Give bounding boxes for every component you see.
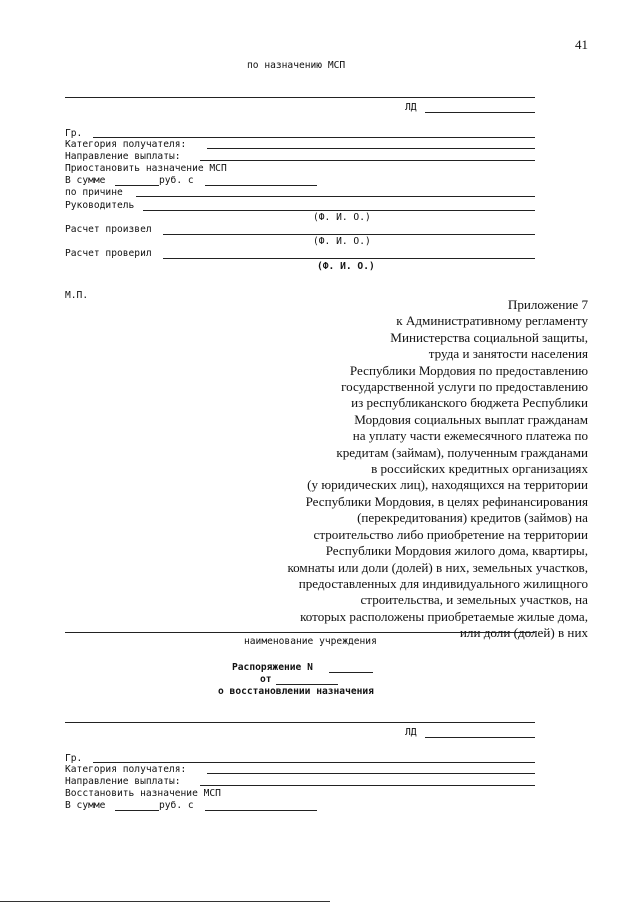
appendix-block	[248, 297, 588, 642]
appendix-line: Приложение 7	[507, 297, 588, 312]
payment-direction-input-line[interactable]	[200, 160, 535, 161]
amount-currency-label: руб. с	[159, 175, 194, 186]
amount-date-input-line[interactable]	[205, 810, 317, 811]
page-number: 41	[575, 37, 588, 52]
fio-hint: (Ф. И. О.)	[313, 212, 371, 223]
appendix-line: труда и занятости населения	[428, 346, 588, 362]
appendix-line: (перекредитования) кредитов (займов) на	[357, 510, 588, 526]
citizen-input-line[interactable]	[93, 762, 535, 763]
head-input-line[interactable]	[143, 210, 535, 211]
scan-edge-line	[0, 901, 330, 902]
appendix-line: Мордовия социальных выплат гражданам	[354, 411, 588, 427]
order-from-label: от	[260, 674, 272, 685]
amount-input-line[interactable]	[115, 810, 159, 811]
amount-prefix-label: В сумме	[65, 800, 106, 811]
payment-direction-label: Направление выплаты:	[65, 776, 181, 787]
order-subject: о восстановлении назначения	[218, 686, 374, 697]
citizen-label: Гр.	[65, 128, 83, 139]
calc-made-input-line[interactable]	[163, 234, 535, 235]
appendix-line: из республиканского бюджета Республики	[351, 395, 588, 411]
suspend-label: Приостановить назначение МСП	[65, 163, 227, 174]
restore-label: Восстановить назначение МСП	[65, 788, 221, 799]
appendix-line: Министерства социальной защиты,	[390, 329, 588, 345]
appendix-line: (у юридических лиц), находящихся на территории	[307, 477, 588, 493]
institution-hint: наименование учреждения	[244, 636, 377, 647]
calc-checked-input-line[interactable]	[163, 258, 535, 259]
calc-checked-label: Расчет проверил	[65, 248, 152, 259]
appendix-line: в российских кредитных организациях	[371, 461, 588, 477]
appendix-line: строительство либо приобретение на территории	[313, 526, 588, 542]
appendix-line: комнаты или доли (долей) в них, земельных участков,	[287, 559, 588, 575]
ld-label: ЛД	[405, 102, 417, 113]
appendix-line: Республики Мордовия по предоставлению	[349, 362, 588, 378]
appendix-line: на уплату части ежемесячного платежа по	[352, 428, 588, 444]
amount-prefix-label: В сумме	[65, 175, 106, 186]
recipient-category-label: Категория получателя:	[65, 139, 187, 150]
order-date-input-line[interactable]	[276, 684, 338, 685]
order-label: Распоряжение N	[232, 662, 313, 673]
institution-line	[65, 97, 535, 98]
institution-line[interactable]	[65, 632, 535, 633]
appendix-line: или доли (долей) в них	[459, 625, 588, 641]
amount-input-line[interactable]	[115, 185, 159, 186]
fio-hint: (Ф. И. О.)	[317, 261, 375, 272]
appendix-line: к Административному регламенту	[396, 313, 588, 329]
appendix-line: предоставленных для индивидуального жилищного	[298, 575, 588, 591]
ld-label: ЛД	[405, 727, 417, 738]
appendix-line: кредитам (займам), полученным гражданами	[336, 444, 588, 460]
appendix-line: которых расположены приобретаемые жилые дома,	[300, 608, 588, 624]
citizen-input-line[interactable]	[93, 137, 535, 138]
payment-direction-label: Направление выплаты:	[65, 151, 181, 162]
appendix-line: Республики Мордовия, в целях рефинансирования	[305, 493, 588, 509]
amount-currency-label: руб. с	[159, 800, 194, 811]
amount-date-input-line[interactable]	[205, 185, 317, 186]
order-number-input-line[interactable]	[329, 672, 373, 673]
citizen-label: Гр.	[65, 753, 83, 764]
fio-hint: (Ф. И. О.)	[313, 236, 371, 247]
payment-direction-input-line[interactable]	[200, 785, 535, 786]
ld-input-line[interactable]	[425, 112, 535, 113]
calc-made-label: Расчет произвел	[65, 224, 152, 235]
recipient-category-input-line[interactable]	[207, 773, 535, 774]
reason-label: по причине	[65, 187, 123, 198]
recipient-category-input-line[interactable]	[207, 148, 535, 149]
ld-input-line[interactable]	[425, 737, 535, 738]
appendix-line: строительства, и земельных участков, на	[360, 592, 588, 608]
head-label: Руководитель	[65, 200, 135, 211]
appendix-line: Республики Мордовия жилого дома, квартиры,	[325, 543, 588, 559]
stamp-label: М.П.	[65, 290, 89, 301]
recipient-category-label: Категория получателя:	[65, 764, 187, 775]
form-heading: по назначению МСП	[247, 60, 346, 71]
appendix-line: государственной услуги по предоставлению	[341, 379, 588, 395]
reason-input-line[interactable]	[136, 196, 535, 197]
institution-line-2	[65, 722, 535, 723]
